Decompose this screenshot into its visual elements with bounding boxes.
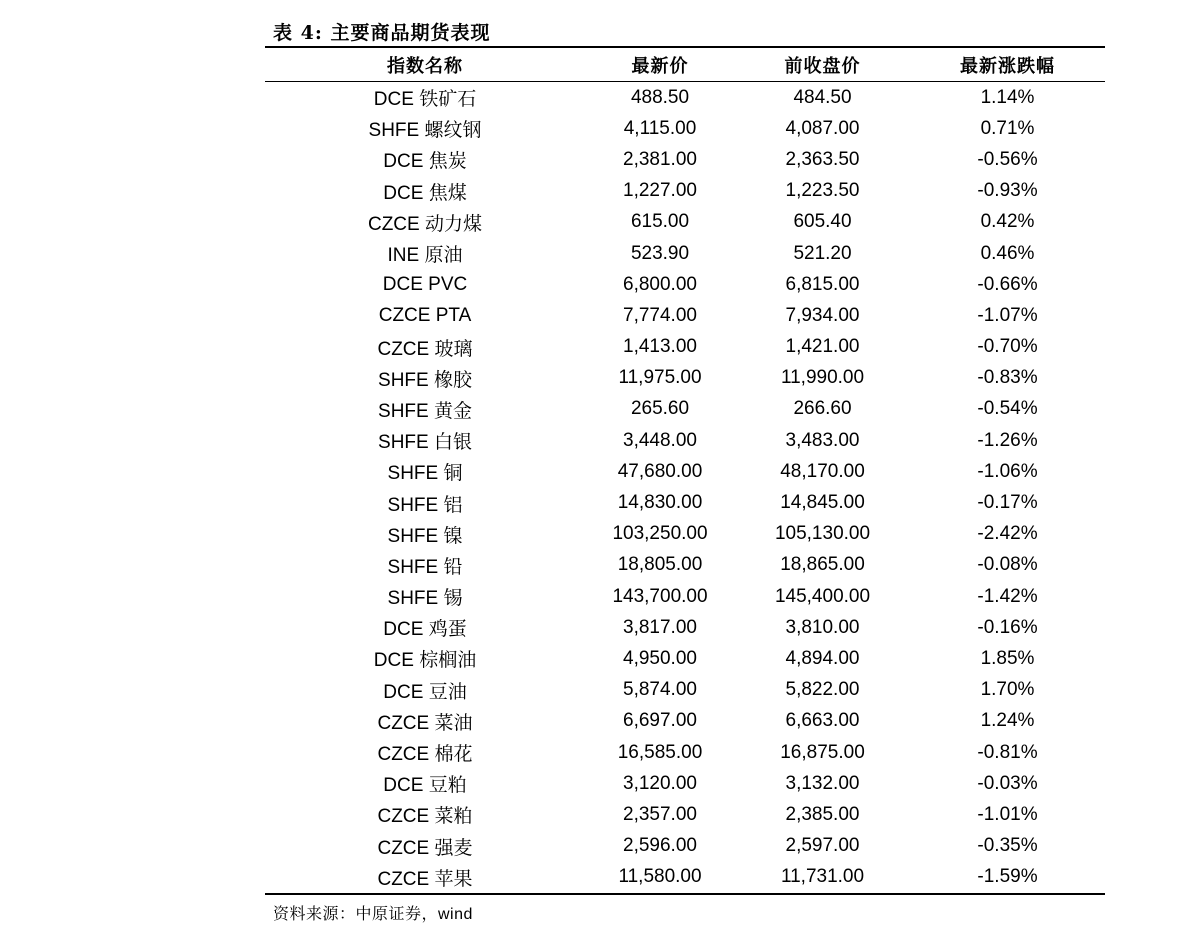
latest-price-cell: 523.90 — [630, 242, 690, 264]
previous-close-cell: 1,421.00 — [785, 336, 860, 358]
table-row — [265, 144, 1105, 175]
latest-change-cell: -1.01% — [977, 803, 1038, 825]
table-row — [265, 799, 1105, 830]
previous-close-cell: 3,132.00 — [785, 772, 860, 794]
index-name-cell: SHFE 铅 — [387, 556, 463, 578]
latest-price-cell: 5,874.00 — [623, 679, 697, 701]
latest-price-cell: 2,596.00 — [623, 835, 697, 857]
latest-price-cell: 615.00 — [630, 211, 690, 233]
previous-close-cell: 11,990.00 — [780, 367, 865, 389]
latest-price-cell: 47,680.00 — [617, 460, 703, 482]
index-name-cell: SHFE 铝 — [387, 494, 463, 516]
latest-change-cell: -0.83% — [977, 367, 1038, 389]
latest-price-cell: 4,115.00 — [623, 117, 697, 139]
index-name-cell: INE 原油 — [387, 245, 463, 267]
table-row — [265, 300, 1105, 331]
header-index-name: 指数名称 — [387, 55, 463, 77]
index-name-cell: SHFE 螺纹钢 — [368, 120, 482, 142]
latest-price-cell: 4,950.00 — [623, 647, 697, 669]
table-row — [265, 238, 1105, 269]
table-row — [265, 612, 1105, 643]
table-row — [265, 862, 1105, 894]
commodity-futures-table-container — [265, 46, 1105, 895]
index-name-cell: CZCE 玻璃 — [377, 338, 473, 360]
table-row — [265, 456, 1105, 487]
index-name-cell: DCE 豆粕 — [383, 775, 467, 797]
latest-price-cell: 11,580.00 — [618, 866, 702, 888]
table-row — [265, 643, 1105, 674]
latest-change-cell: -1.26% — [977, 429, 1038, 451]
index-name-cell: DCE PVC — [382, 273, 468, 295]
latest-price-cell: 14,830.00 — [617, 492, 703, 514]
latest-price-cell: 6,697.00 — [623, 710, 697, 732]
index-name-cell: SHFE 橡胶 — [378, 369, 472, 391]
latest-change-cell: -0.35% — [977, 835, 1038, 857]
index-name-cell: CZCE 强麦 — [377, 837, 473, 859]
latest-change-cell: -0.93% — [977, 180, 1038, 202]
latest-change-cell: 0.71% — [980, 117, 1035, 139]
latest-change-cell: 0.46% — [980, 242, 1035, 264]
table-row — [265, 487, 1105, 518]
index-name-cell: SHFE 锡 — [387, 588, 463, 610]
latest-change-cell: -1.42% — [977, 585, 1038, 607]
index-name-cell: CZCE PTA — [378, 304, 472, 326]
previous-close-cell: 2,363.50 — [785, 148, 860, 170]
table-row — [265, 394, 1105, 425]
previous-close-cell: 3,810.00 — [785, 616, 860, 638]
latest-change-cell: -0.56% — [977, 148, 1038, 170]
latest-change-cell: 1.70% — [980, 679, 1035, 701]
latest-price-cell: 11,975.00 — [618, 367, 702, 389]
latest-change-cell: -0.17% — [977, 492, 1038, 514]
previous-close-cell: 7,934.00 — [785, 304, 860, 326]
header-previous-close: 前收盘价 — [784, 55, 861, 77]
table-row — [265, 831, 1105, 862]
latest-change-cell: 1.24% — [980, 710, 1035, 732]
latest-price-cell: 103,250.00 — [612, 523, 708, 545]
latest-change-cell: -1.06% — [977, 460, 1038, 482]
previous-close-cell: 4,894.00 — [785, 647, 860, 669]
previous-close-cell: 16,875.00 — [780, 741, 865, 763]
latest-change-cell: -0.70% — [977, 336, 1038, 358]
previous-close-cell: 266.60 — [793, 398, 852, 420]
latest-price-cell: 1,413.00 — [623, 336, 697, 358]
latest-change-cell: 0.42% — [980, 211, 1035, 233]
latest-price-cell: 143,700.00 — [612, 585, 708, 607]
latest-change-cell: -1.07% — [977, 304, 1038, 326]
index-name-cell: SHFE 铜 — [387, 463, 463, 485]
table-row — [265, 176, 1105, 207]
table-row — [265, 737, 1105, 768]
latest-price-cell: 16,585.00 — [617, 741, 703, 763]
previous-close-cell: 11,731.00 — [780, 866, 865, 888]
index-name-cell: SHFE 镍 — [387, 525, 463, 547]
previous-close-cell: 2,597.00 — [785, 835, 860, 857]
index-name-cell: DCE 豆油 — [383, 681, 467, 703]
index-name-cell: CZCE 苹果 — [377, 868, 473, 890]
latest-price-cell: 3,120.00 — [623, 772, 697, 794]
header-latest-change: 最新涨跌幅 — [960, 55, 1055, 77]
latest-change-cell: -0.66% — [977, 273, 1038, 295]
index-name-cell: DCE 焦炭 — [383, 151, 467, 173]
source-note: 资料来源：中原证券，wind — [273, 906, 473, 923]
previous-close-cell: 105,130.00 — [774, 523, 871, 545]
table-row — [265, 425, 1105, 456]
latest-price-cell: 2,381.00 — [623, 148, 697, 170]
latest-change-cell: 1.14% — [980, 86, 1035, 108]
latest-price-cell: 488.50 — [630, 86, 690, 108]
index-name-cell: DCE 棕榈油 — [373, 650, 477, 672]
latest-change-cell: -0.81% — [977, 741, 1038, 763]
table-row — [265, 363, 1105, 394]
table-row — [265, 768, 1105, 799]
latest-change-cell: -0.08% — [977, 554, 1038, 576]
previous-close-cell: 6,815.00 — [785, 273, 860, 295]
latest-price-cell: 7,774.00 — [623, 304, 697, 326]
latest-change-cell: -0.54% — [977, 398, 1038, 420]
table-row — [265, 269, 1105, 300]
previous-close-cell: 3,483.00 — [785, 429, 860, 451]
latest-price-cell: 18,805.00 — [617, 554, 703, 576]
table-caption: 表 4: 主要商品期货表现 — [273, 22, 491, 44]
latest-change-cell: -0.03% — [977, 772, 1038, 794]
previous-close-cell: 484.50 — [793, 86, 852, 108]
latest-price-cell: 2,357.00 — [623, 803, 697, 825]
index-name-cell: CZCE 动力煤 — [367, 213, 482, 235]
table-row — [265, 706, 1105, 737]
latest-change-cell: 1.85% — [980, 647, 1035, 669]
table-row — [265, 675, 1105, 706]
table-row — [265, 113, 1105, 144]
header-latest-price: 最新价 — [631, 55, 689, 77]
latest-price-cell: 6,800.00 — [623, 273, 697, 295]
latest-price-cell: 265.60 — [630, 398, 690, 420]
previous-close-cell: 521.20 — [793, 242, 852, 264]
previous-close-cell: 1,223.50 — [785, 180, 860, 202]
index-name-cell: DCE 鸡蛋 — [383, 619, 467, 641]
previous-close-cell: 5,822.00 — [785, 679, 860, 701]
previous-close-cell: 2,385.00 — [785, 803, 860, 825]
previous-close-cell: 4,087.00 — [785, 117, 860, 139]
index-name-cell: CZCE 棉花 — [377, 744, 473, 766]
previous-close-cell: 48,170.00 — [780, 460, 865, 482]
table-header — [265, 47, 1105, 82]
index-name-cell: SHFE 黄金 — [378, 400, 472, 422]
previous-close-cell: 14,845.00 — [780, 492, 865, 514]
latest-price-cell: 1,227.00 — [623, 180, 697, 202]
index-name-cell: CZCE 菜油 — [377, 712, 473, 734]
table-body — [265, 82, 1105, 894]
latest-change-cell: -0.16% — [977, 616, 1038, 638]
previous-close-cell: 6,663.00 — [785, 710, 860, 732]
table-row — [265, 82, 1105, 114]
latest-price-cell: 3,448.00 — [623, 429, 697, 451]
index-name-cell: SHFE 白银 — [378, 432, 472, 454]
latest-change-cell: -1.59% — [977, 866, 1038, 888]
table-row — [265, 550, 1105, 581]
previous-close-cell: 145,400.00 — [774, 585, 871, 607]
table-row — [265, 519, 1105, 550]
index-name-cell: DCE 焦煤 — [383, 182, 467, 204]
previous-close-cell: 18,865.00 — [780, 554, 865, 576]
header-row — [265, 47, 1105, 82]
index-name-cell: CZCE 菜粕 — [377, 806, 473, 828]
table-row — [265, 207, 1105, 238]
table-row — [265, 581, 1105, 612]
commodity-futures-table — [265, 46, 1105, 895]
latest-price-cell: 3,817.00 — [623, 616, 697, 638]
table-row — [265, 332, 1105, 363]
latest-change-cell: -2.42% — [977, 523, 1038, 545]
index-name-cell: DCE 铁矿石 — [373, 89, 477, 111]
previous-close-cell: 605.40 — [793, 211, 852, 233]
